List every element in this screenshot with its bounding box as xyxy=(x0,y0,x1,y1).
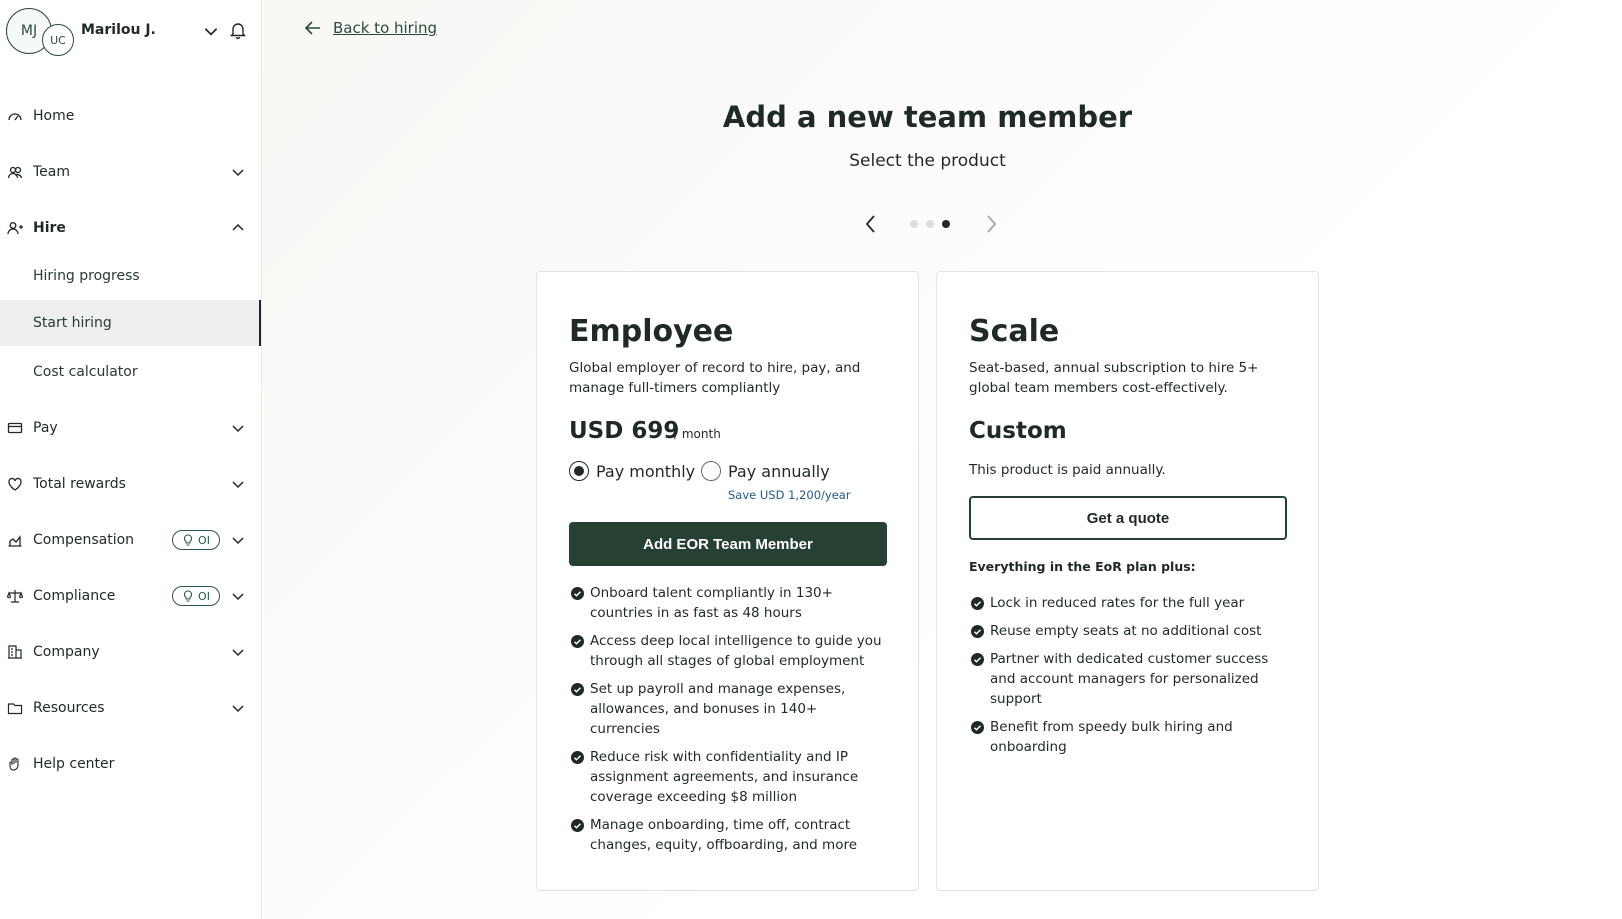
sidebar-item-compliance[interactable] xyxy=(0,574,260,618)
billing-note: This product is paid annually. xyxy=(969,462,1166,478)
scale-feature-list xyxy=(971,593,1291,765)
company-avatar[interactable]: UC xyxy=(42,24,74,56)
sidebar-item-label: Home xyxy=(33,108,75,124)
list-item: Lock in reduced rates for the full year xyxy=(971,593,1291,613)
hand-icon xyxy=(7,756,23,772)
badge-label: OI xyxy=(198,533,210,547)
chevron-down-icon xyxy=(230,532,246,548)
check-circle-icon xyxy=(971,653,984,666)
employee-feature-list xyxy=(571,583,891,863)
card-title: Scale xyxy=(969,314,1060,349)
list-item: Manage onboarding, time off, contract changes, equity, offboarding, and more xyxy=(571,815,891,855)
sidebar-item-label: Compensation xyxy=(33,532,135,548)
main-content xyxy=(263,0,1622,919)
pay-icon xyxy=(7,420,23,436)
lightbulb-icon xyxy=(182,590,194,602)
sidebar-subitem-label: Hiring progress xyxy=(33,268,140,284)
chevron-right-icon[interactable] xyxy=(980,212,1002,236)
sidebar-item-team[interactable] xyxy=(0,150,260,194)
status-badge xyxy=(172,586,220,606)
chevron-down-icon xyxy=(230,700,246,716)
add-eor-team-member-button[interactable]: Add EOR Team Member xyxy=(569,522,887,566)
check-circle-icon xyxy=(571,751,584,764)
price: Custom xyxy=(969,418,1067,444)
sidebar-item-label: Resources xyxy=(33,700,105,716)
user-name: Marilou J. xyxy=(81,22,156,38)
sidebar xyxy=(0,0,262,919)
home-icon xyxy=(7,108,23,124)
list-item: Set up payroll and manage expenses, allowances, and bonuses in 140+ currencies xyxy=(571,679,891,739)
chevron-left-icon[interactable] xyxy=(860,212,882,236)
sidebar-item-total-rewards[interactable] xyxy=(0,462,260,506)
employee-product-card xyxy=(536,271,919,891)
card-title: Employee xyxy=(569,314,734,349)
sidebar-item-label: Compliance xyxy=(33,588,116,604)
arrow-left-icon xyxy=(303,18,323,38)
price: USD 699 xyxy=(569,418,680,444)
avatar[interactable]: MJ xyxy=(6,8,52,54)
list-item: Benefit from speedy bulk hiring and onboarding xyxy=(971,717,1291,757)
sidebar-item-home[interactable] xyxy=(0,94,260,138)
list-item: Partner with dedicated customer success and account managers for personalized support xyxy=(971,649,1291,709)
sidebar-item-label: Total rewards xyxy=(33,476,126,492)
sidebar-subitem-start-hiring[interactable] xyxy=(0,300,261,346)
pay-annually-option[interactable] xyxy=(701,459,830,483)
pay-annually-radio[interactable] xyxy=(701,461,721,481)
check-circle-icon xyxy=(571,587,584,600)
chevron-down-icon xyxy=(230,164,246,180)
card-description: Global employer of record to hire, pay, and manage full-timers compliantly xyxy=(569,360,861,396)
sidebar-item-label: Team xyxy=(33,164,71,180)
price-unit: / month xyxy=(674,427,721,441)
sidebar-item-label: Company xyxy=(33,644,100,660)
sidebar-item-pay[interactable] xyxy=(0,406,260,450)
radio-label: Pay annually xyxy=(728,461,830,481)
check-circle-icon xyxy=(571,635,584,648)
carousel-dot[interactable] xyxy=(926,220,934,228)
chevron-down-icon xyxy=(230,420,246,436)
pay-monthly-option[interactable] xyxy=(569,459,695,483)
user-menu[interactable] xyxy=(6,8,256,54)
page-title: Add a new team member xyxy=(722,100,1133,134)
hire-icon xyxy=(7,220,23,236)
sidebar-item-company[interactable] xyxy=(0,630,260,674)
sidebar-subitem-label: Cost calculator xyxy=(33,364,138,380)
lightbulb-icon xyxy=(182,534,194,546)
back-link-label: Back to hiring xyxy=(333,19,438,37)
page-subtitle: Select the product xyxy=(849,151,1006,171)
bell-icon[interactable] xyxy=(228,20,248,40)
check-circle-icon xyxy=(971,721,984,734)
badge-label: OI xyxy=(198,589,210,603)
pay-monthly-radio[interactable] xyxy=(569,461,589,481)
building-icon xyxy=(7,644,23,660)
check-circle-icon xyxy=(571,683,584,696)
carousel-dot[interactable] xyxy=(910,220,918,228)
plan-includes-heading: Everything in the EoR plan plus: xyxy=(969,559,1196,574)
list-item: Onboard talent compliantly in 130+ countries in as fast as 48 hours xyxy=(571,583,891,623)
carousel-nav xyxy=(860,212,1000,236)
sidebar-item-label: Pay xyxy=(33,420,58,436)
sidebar-item-help-center[interactable] xyxy=(0,742,260,786)
status-badge xyxy=(172,530,220,550)
list-item: Reduce risk with confidentiality and IP assignment agreements, and insurance coverage exceeding $8 million xyxy=(571,747,891,807)
chevron-up-icon xyxy=(230,220,246,236)
check-circle-icon xyxy=(571,819,584,832)
back-to-hiring-link[interactable] xyxy=(303,18,437,38)
list-item: Access deep local intelligence to guide you through all stages of global employment xyxy=(571,631,891,671)
sidebar-item-label: Hire xyxy=(33,220,66,236)
annual-savings-note: Save USD 1,200/year xyxy=(728,488,851,502)
chevron-down-icon xyxy=(230,588,246,604)
carousel-dot-active[interactable] xyxy=(942,220,950,228)
card-description: Seat-based, annual subscription to hire 5+ global team members cost-effectively. xyxy=(969,360,1259,396)
sidebar-item-hire[interactable] xyxy=(0,206,260,250)
sidebar-item-compensation[interactable] xyxy=(0,518,260,562)
check-circle-icon xyxy=(971,625,984,638)
heart-icon xyxy=(7,476,23,492)
get-a-quote-button[interactable]: Get a quote xyxy=(969,496,1287,540)
chevron-down-icon[interactable] xyxy=(202,22,220,40)
radio-label: Pay monthly xyxy=(596,461,696,481)
scale-icon xyxy=(7,588,23,604)
check-circle-icon xyxy=(971,597,984,610)
sidebar-subitem-label: Start hiring xyxy=(33,315,112,331)
list-item: Reuse empty seats at no additional cost xyxy=(971,621,1291,641)
team-icon xyxy=(7,164,23,180)
sidebar-item-label: Help center xyxy=(33,756,115,772)
chevron-down-icon xyxy=(230,476,246,492)
sidebar-subitem-hiring-progress[interactable] xyxy=(0,253,261,299)
chevron-down-icon xyxy=(230,644,246,660)
compensation-icon xyxy=(7,532,23,548)
folder-icon xyxy=(7,700,23,716)
sidebar-item-resources[interactable] xyxy=(0,686,260,730)
scale-product-card xyxy=(936,271,1319,891)
sidebar-subitem-cost-calculator[interactable] xyxy=(0,349,261,395)
